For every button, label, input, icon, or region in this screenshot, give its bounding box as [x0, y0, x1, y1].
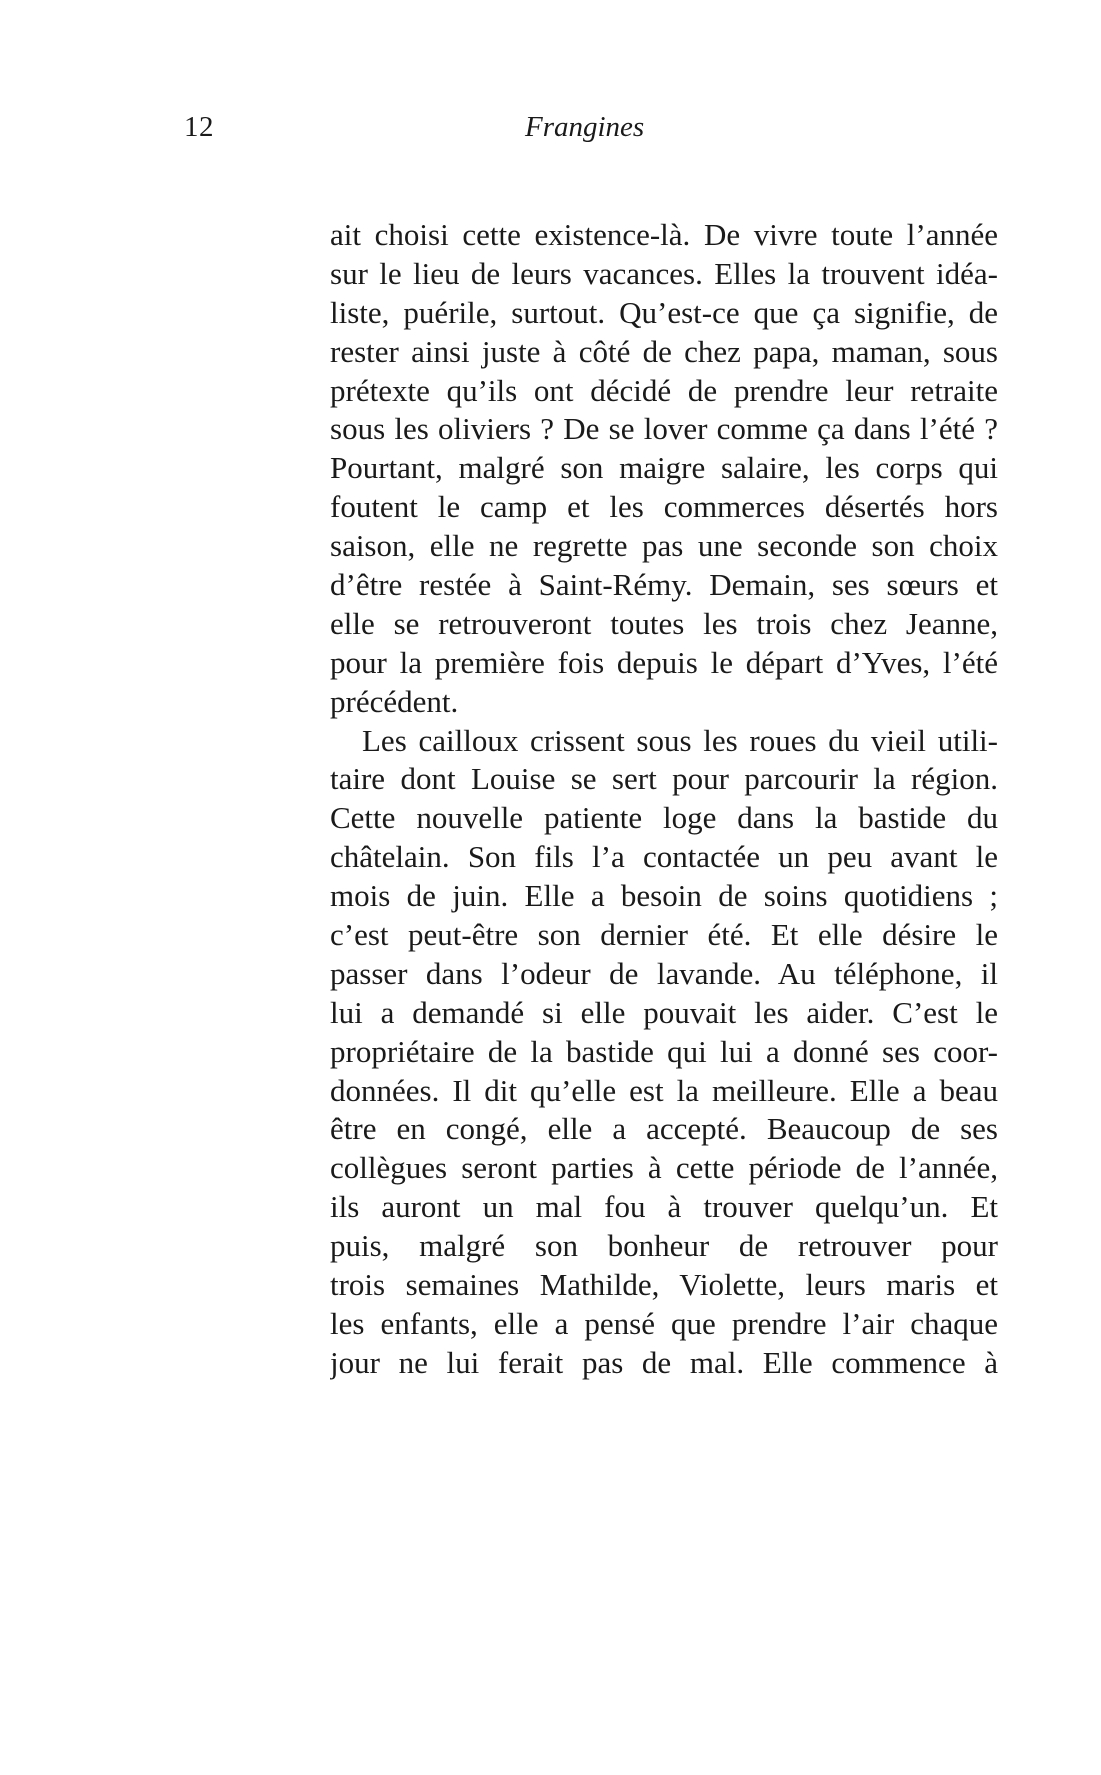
text-line: mois de juin. Elle a besoin de soins quotidiens ;: [330, 878, 998, 914]
text-line: taire dont Louise se sert pour parcourir la région.: [330, 761, 998, 797]
text-line: pour la première fois depuis le départ d’Yves, l’été: [330, 644, 998, 680]
text-line: ils auront un mal fou à trouver quelqu’un. Et: [330, 1189, 998, 1225]
running-title: Frangines: [525, 111, 645, 143]
body-text: [330, 216, 998, 1383]
text-line: précédent.: [330, 683, 459, 719]
text-line: rester ainsi juste à côté de chez papa, maman, sous: [330, 333, 998, 369]
page-number: 12: [184, 111, 214, 143]
text-line: sur le lieu de leurs vacances. Elles la trouvent idéa-: [330, 255, 998, 291]
text-line: ait choisi cette existence-là. De vivre toute l’année: [330, 217, 998, 252]
text-line: sous les oliviers ? De se lover comme ça dans l’été ?: [330, 411, 998, 447]
text-line: trois semaines Mathilde, Violette, leurs maris et: [330, 1267, 998, 1303]
text-line: collègues seront parties à cette période de l’année,: [330, 1150, 998, 1186]
text-line: puis, malgré son bonheur de retrouver pour: [330, 1228, 998, 1264]
text-line: foutent le camp et les commerces désertés hors: [330, 489, 998, 525]
text-line: être en congé, elle a accepté. Beaucoup de ses: [330, 1111, 998, 1147]
paragraph-start-line: Les cailloux crissent sous les roues du vieil utili-: [362, 722, 998, 758]
text-line: d’être restée à Saint-Rémy. Demain, ses sœurs et: [330, 567, 998, 603]
text-line: c’est peut-être son dernier été. Et elle désire le: [330, 917, 998, 953]
text-line: propriétaire de la bastide qui lui a donné ses coor-: [330, 1033, 998, 1069]
text-line: jour ne lui ferait pas de mal. Elle commence à: [330, 1344, 998, 1380]
text-line: passer dans l’odeur de lavande. Au téléphone, il: [330, 955, 998, 991]
text-line: lui a demandé si elle pouvait les aider. C’est le: [330, 994, 998, 1030]
text-line: saison, elle ne regrette pas une seconde son choix: [330, 528, 998, 564]
text-line: les enfants, elle a pensé que prendre l’air chaque: [330, 1305, 998, 1341]
text-line: châtelain. Son fils l’a contactée un peu avant le: [330, 839, 998, 875]
text-line: données. Il dit qu’elle est la meilleure. Elle a beau: [330, 1072, 998, 1108]
text-line: liste, puérile, surtout. Qu’est-ce que ça signifie, de: [330, 294, 998, 330]
text-line: Cette nouvelle patiente loge dans la bastide du: [330, 800, 998, 836]
text-line: Pourtant, malgré son maigre salaire, les corps qui: [330, 450, 998, 486]
text-line: prétexte qu’ils ont décidé de prendre leur retraite: [330, 372, 998, 408]
text-line: elle se retrouveront toutes les trois chez Jeanne,: [330, 605, 998, 641]
